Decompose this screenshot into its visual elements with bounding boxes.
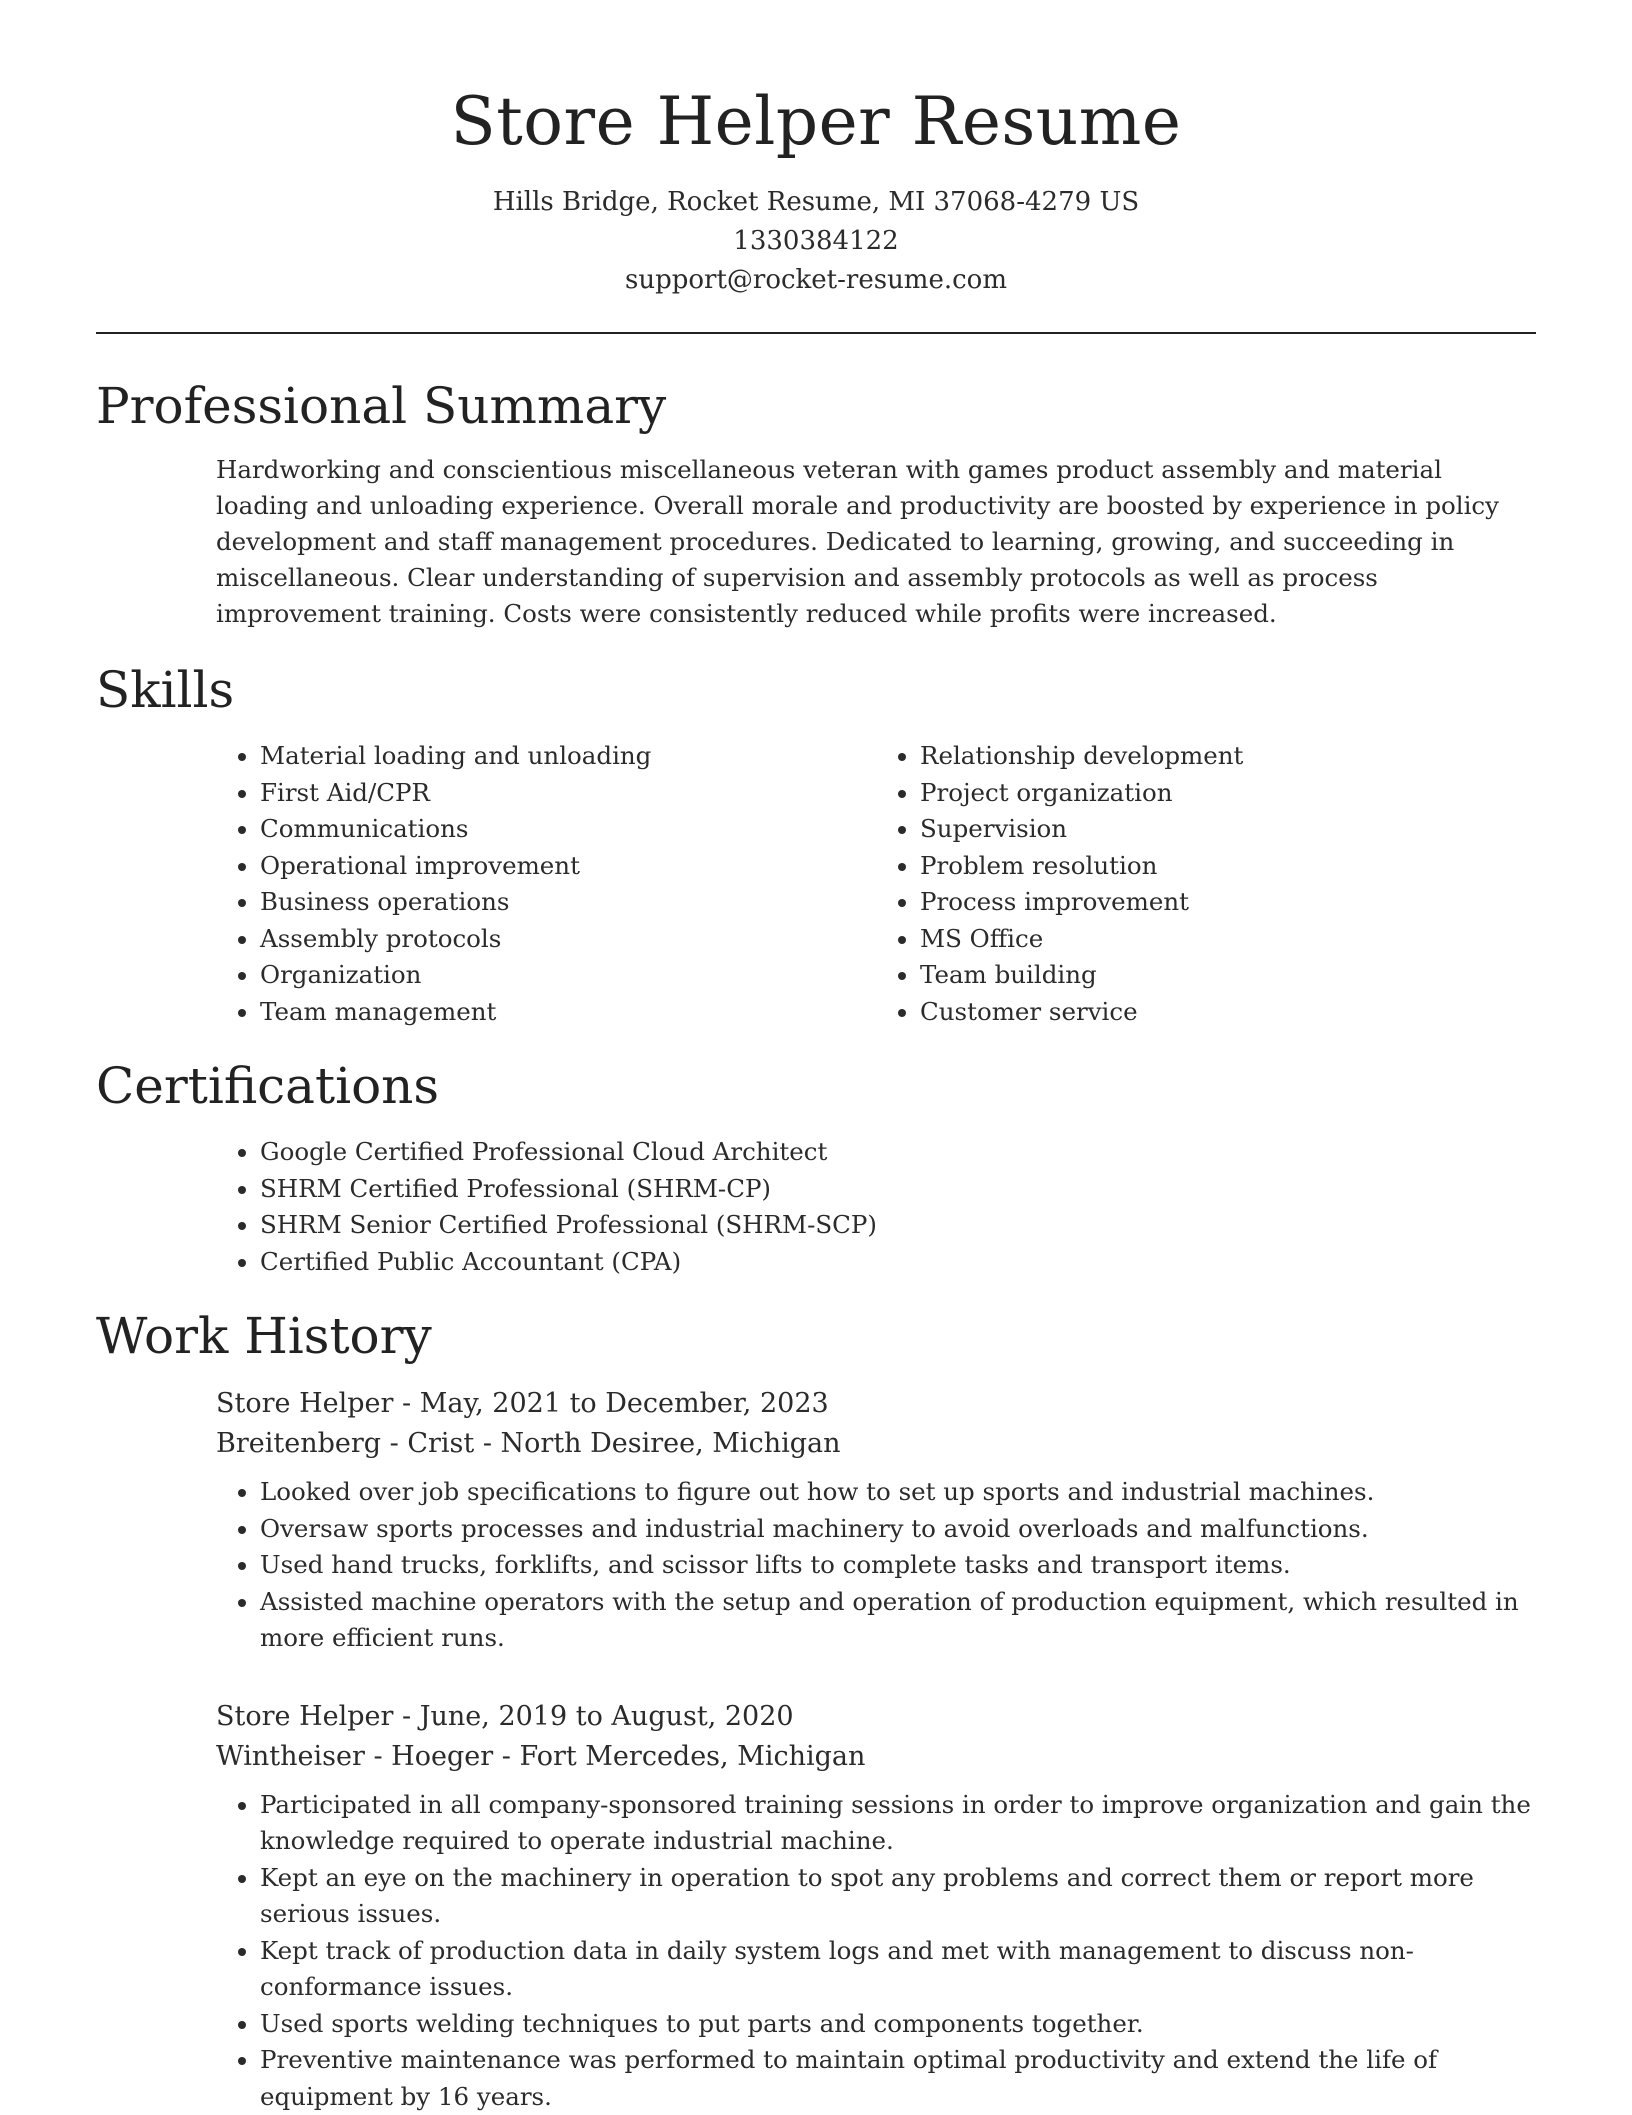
address: Hills Bridge, Rocket Resume, MI 37068-4279 US bbox=[492, 187, 1140, 218]
job-role: Store Helper bbox=[216, 1700, 394, 1732]
skill-item: • Operational improvement bbox=[260, 848, 876, 885]
job-bullet: • Preventive maintenance was performed to maintain optimal productivity and extend the life of equipment by 16 years. bbox=[260, 2042, 1536, 2115]
job-location: North Desiree, Michigan bbox=[500, 1428, 841, 1460]
skills-list bbox=[216, 738, 1536, 1030]
job-bullet: • Participated in all company-sponsored training sessions in order to improve organization and gain the knowledge required to operate industrial machine. bbox=[260, 1787, 1536, 1860]
skill-item: • Team management bbox=[260, 994, 876, 1031]
certifications-list bbox=[216, 1134, 1536, 1280]
certification-item: • Certified Public Accountant (CPA) bbox=[260, 1244, 1536, 1281]
summary-heading: Professional Summary bbox=[96, 377, 667, 436]
job-dates: May, 2021 to December, 2023 bbox=[419, 1388, 829, 1420]
job-entry bbox=[216, 1384, 1536, 1657]
job-bullet: • Used sports welding techniques to put parts and components together. bbox=[260, 2006, 1536, 2043]
job-entry bbox=[216, 1697, 1536, 2115]
job-title-line: Store Helper - May, 2021 to December, 2023 bbox=[216, 1388, 829, 1420]
job-company: Breitenberg - Crist bbox=[216, 1428, 475, 1460]
skill-item: • Communications bbox=[260, 811, 876, 848]
certification-item: • Google Certified Professional Cloud Architect bbox=[260, 1134, 1536, 1171]
skill-item: • Material loading and unloading bbox=[260, 738, 876, 775]
resume-header bbox=[96, 0, 1536, 300]
job-title-line: Store Helper - June, 2019 to August, 2020 bbox=[216, 1700, 794, 1732]
certifications-heading: Certifications bbox=[96, 1057, 440, 1116]
page-title: Store Helper Resume bbox=[450, 83, 1182, 160]
job-location: Fort Mercedes, Michigan bbox=[519, 1740, 866, 1772]
job-bullet: • Assisted machine operators with the setup and operation of production equipment, which resulted in more efficient runs. bbox=[260, 1584, 1536, 1657]
job-bullet: • Used hand trucks, forklifts, and scissor lifts to complete tasks and transport items. bbox=[260, 1547, 1536, 1584]
contact-info bbox=[96, 183, 1536, 300]
work-history-heading: Work History bbox=[96, 1307, 432, 1366]
resume-page bbox=[96, 0, 1536, 2115]
skill-item: • Team building bbox=[920, 957, 1536, 994]
skill-item: • Assembly protocols bbox=[260, 921, 876, 958]
job-company: Wintheiser - Hoeger bbox=[216, 1740, 494, 1772]
header-divider bbox=[96, 332, 1536, 334]
job-bullets bbox=[216, 1474, 1536, 1657]
job-bullet: • Looked over job specifications to figure out how to set up sports and industrial machines. bbox=[260, 1474, 1536, 1511]
skill-item: • Business operations bbox=[260, 884, 876, 921]
skill-item: • First Aid/CPR bbox=[260, 775, 876, 812]
job-bullets bbox=[216, 1787, 1536, 2115]
job-bullet: • Kept an eye on the machinery in operation to spot any problems and correct them or report more serious issues. bbox=[260, 1860, 1536, 1933]
job-role: Store Helper bbox=[216, 1388, 394, 1420]
skill-item: • Project organization bbox=[920, 775, 1536, 812]
certifications-ul bbox=[216, 1134, 1536, 1280]
skill-item: • Problem resolution bbox=[920, 848, 1536, 885]
skills-column-right bbox=[876, 738, 1536, 1030]
summary-text: Hardworking and conscientious miscellaneous veteran with games product assembly and material loading and unloading experience. Overall morale and productivity are boosted by experience in policy development and staff management procedures. Dedicated to learning, growing, and succeeding in miscellaneous. Clear understanding of supervision and assembly protocols as well as process improvement training. Costs were consistently reduced while profits were increased. bbox=[216, 455, 1499, 629]
skill-item: • Customer service bbox=[920, 994, 1536, 1031]
job-bullet: • Oversaw sports processes and industrial machinery to avoid overloads and malfunctions. bbox=[260, 1511, 1536, 1548]
certification-item: • SHRM Senior Certified Professional (SHRM-SCP) bbox=[260, 1207, 1536, 1244]
job-company-line: Breitenberg - Crist - North Desiree, Michigan bbox=[216, 1428, 841, 1460]
certification-item: • SHRM Certified Professional (SHRM-CP) bbox=[260, 1171, 1536, 1208]
job-bullet: • Kept track of production data in daily system logs and met with management to discuss non-conformance issues. bbox=[260, 1933, 1536, 2006]
skill-item: • MS Office bbox=[920, 921, 1536, 958]
skill-item: • Process improvement bbox=[920, 884, 1536, 921]
job-company-line: Wintheiser - Hoeger - Fort Mercedes, Michigan bbox=[216, 1740, 866, 1772]
skills-column-left bbox=[216, 738, 876, 1030]
phone: 1330384122 bbox=[733, 226, 899, 257]
skill-item: • Relationship development bbox=[920, 738, 1536, 775]
skills-heading: Skills bbox=[96, 661, 235, 720]
skill-item: • Supervision bbox=[920, 811, 1536, 848]
skill-item: • Organization bbox=[260, 957, 876, 994]
email: support@rocket-resume.com bbox=[624, 265, 1007, 296]
job-dates: June, 2019 to August, 2020 bbox=[419, 1700, 794, 1732]
